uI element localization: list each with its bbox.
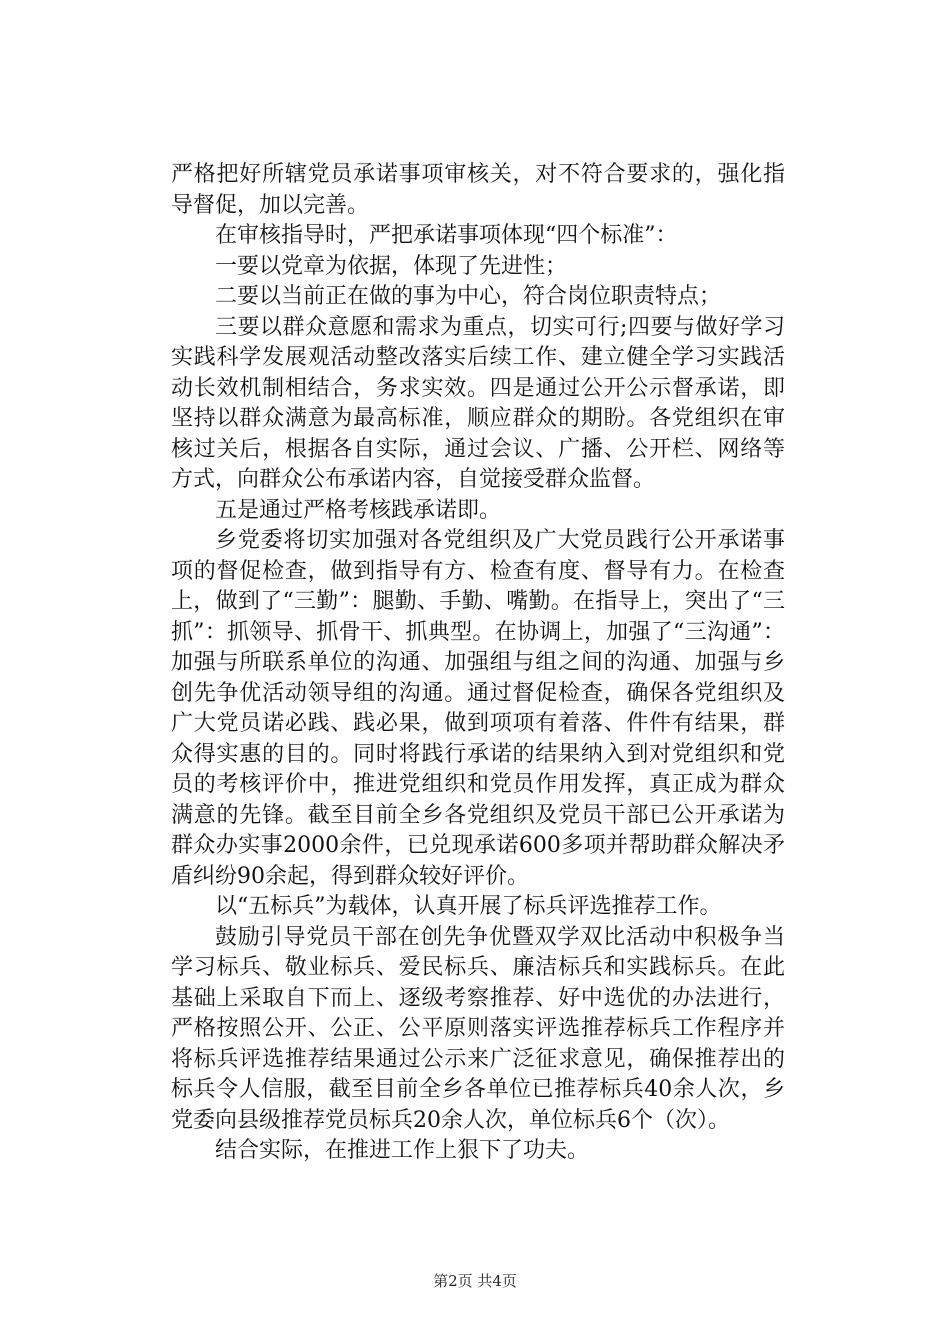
paragraph-1: 严格把好所辖党员承诺事项审核关，对不符合要求的，强化指导督促，加以完善。 (171, 162, 785, 218)
paragraph-2: 在审核指导时，严把承诺事项体现“四个标准”： (215, 223, 678, 248)
page-number-footer: 第2页 共4页 (433, 1272, 517, 1290)
document-body (171, 160, 785, 1167)
paragraph-6: 五是通过严格考核践承诺即。 (215, 497, 502, 523)
paragraph-5: 三要以群众意愿和需求为重点，切实可行;四要与做好学习实践科学发展观活动整改落实后续工作、建立健全学习实践活动长效机制相结合，务求实效。四是通过公开公示督承诺，即坚持以群众满意为最高标准，顺应群众的期盼。各党组织在审核过关后，根据各自实际，通过会议、广播、公开栏、网络等方式，向群众公布承诺内容，自觉接受群众监督。 (171, 314, 785, 492)
paragraph-9: 鼓励引导党员干部在创先争优暨双学双比活动中积极争当学习标兵、敬业标兵、爱民标兵、廉洁标兵和实践标兵。在此基础上采取自下而上、逐级考察推荐、好中选优的办法进行，严格按照公开、公正、公平原则落实评选推荐标兵工作程序并将标兵评选推荐结果通过公示来广泛征求意见，确保推荐出的标兵令人信服，截至目前全乡各单位已推荐标兵40余人次，乡党委向县级推荐党员标兵20余人次，单位标兵6个（次）。 (171, 924, 785, 1133)
paragraph-8: 以“五标兵”为载体，认真开展了标兵评选推荐工作。 (215, 894, 722, 919)
paragraph-7: 乡党委将切实加强对各党组织及广大党员践行公开承诺事项的督促检查，做到指导有方、检查有度、督导有力。在检查上，做到了“三勤”：腿勤、手勤、嘴勤。在指导上，突出了“三抓”：抓领导、抓骨干、抓典型。在协调上，加强了“三沟通”：加强与所联系单位的沟通、加强组与组之间的沟通、加强与乡创先争优活动领导组的沟通。通过督促检查，确保各党组织及广大党员诺必践、践必果，做到项项有着落、件件有结果，群众得实惠的目的。同时将践行承诺的结果纳入到对党组织和党员的考核评价中，推进党组织和党员作用发挥，真正成为群众满意的先锋。截至目前全乡各党组织及党员干部已公开承诺为群众办实事2000余件，已兑现承诺600多项并帮助群众解决矛盾纠纷90余起，得到群众较好评价。 (171, 528, 785, 889)
paragraph-3: 一要以党章为依据，体现了先进性； (215, 253, 568, 279)
paragraph-4: 二要以当前正在做的事为中心，符合岗位职责特点； (215, 284, 722, 309)
paragraph-10: 结合实际，在推进工作上狠下了功夫。 (215, 1138, 590, 1163)
